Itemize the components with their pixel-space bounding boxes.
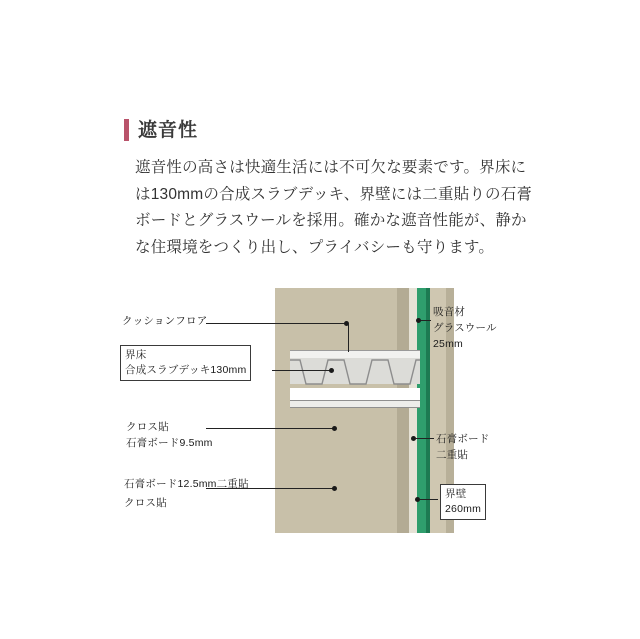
leader-dot-gypsum-95: [332, 426, 337, 431]
leader-cushion-floor-drop: [348, 323, 349, 352]
label-gypsum-double: [436, 432, 490, 464]
label-cloth-paste-lower: クロス貼: [124, 497, 167, 509]
page-title: 遮音性: [138, 119, 199, 141]
label-kaiyuka-line1: 界床: [125, 349, 147, 361]
leader-dot-gypsum-125: [332, 486, 337, 491]
leader-dot-gypsum-double: [411, 436, 416, 441]
leader-absorber: [421, 320, 431, 321]
label-absorber-line3: 25mm: [433, 337, 463, 350]
diagram-ceiling-gap: [290, 388, 420, 400]
label-kaiheki-line2: 260mm: [445, 503, 482, 516]
leader-dot-absorber: [416, 318, 421, 323]
label-cushion-floor: クッションフロア: [122, 315, 208, 327]
heading-accent-bar: [124, 119, 129, 141]
leader-cushion-floor: [206, 323, 348, 324]
leader-gypsum-double: [416, 438, 434, 439]
leader-kaiyuka: [272, 370, 332, 371]
label-kaiyuka-line2: 合成スラブデッキ130mm: [125, 364, 247, 377]
leader-dot-kaiyuka: [329, 368, 334, 373]
body-paragraph: 遮音性の高さは快適生活には不可欠な要素です。界床には130mmの合成スラブデッキ、界壁には二重貼りの石膏ボードとグラスウールを採用。確かな遮音性能が、静かな住環境をつくり出し、プライバシーも守ります。: [135, 159, 533, 256]
section-heading: [124, 119, 198, 141]
label-gypsum-double-line1: 石膏ボード: [436, 433, 490, 445]
diagram-left-gap: [265, 288, 275, 533]
diagram-deck-profile-icon: [290, 358, 420, 388]
label-kaiyuka: [120, 345, 251, 381]
leader-gypsum-95: [206, 428, 336, 429]
label-absorber-line1: 吸音材: [433, 306, 466, 318]
label-gypsum-95: 石膏ボード9.5mm: [126, 437, 213, 449]
diagram-wall-beige-shade: [397, 288, 409, 533]
label-kaiheki-line1: 界壁: [445, 488, 467, 500]
label-gypsum-125-double: 石膏ボード12.5mm二重貼: [124, 478, 249, 490]
diagram-ceiling-board-layer: [290, 400, 420, 408]
label-absorber-line2: グラスウール: [433, 321, 497, 334]
diagram-wall-beige: [275, 288, 397, 533]
label-gypsum-double-line2: 二重貼: [436, 448, 469, 461]
label-absorber: [433, 305, 497, 352]
label-cloth-paste-upper: クロス貼: [126, 421, 169, 433]
label-kaiheki: [440, 484, 486, 520]
leader-kaiheki: [420, 499, 438, 500]
